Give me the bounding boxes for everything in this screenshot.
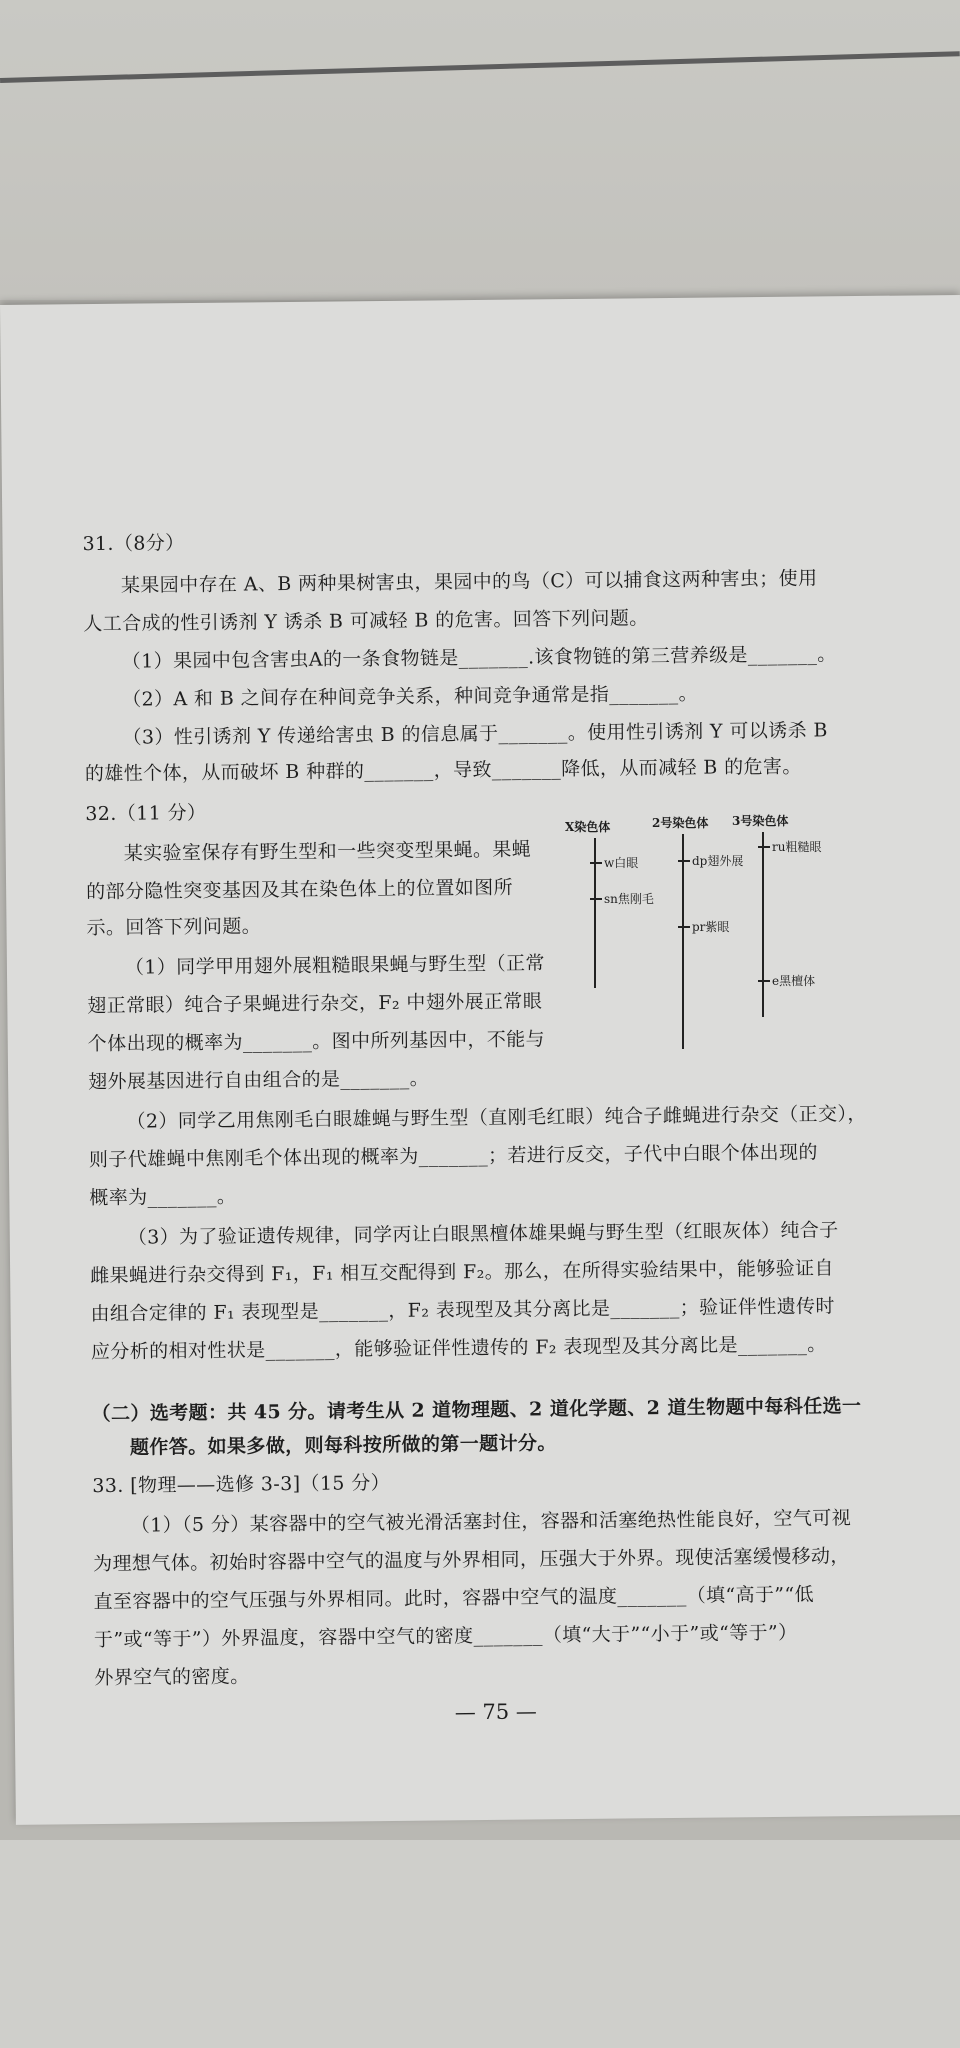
q31-sub-3a: （3）性引诱剂 Y 传递给害虫 B 的信息属于_______。使用性引诱剂 Y 可以诱杀 B [122,719,828,749]
q32-title: 32.（11 分） [85,801,207,826]
background-paper-top [0,0,960,300]
q32-sub-3d: 应分析的相对性状是_______，能够验证伴性遗传的 F₂ 表现型及其分离比是_______。 [90,1333,827,1364]
q32-para-2: 的部分隐性突变基因及其在染色体上的位置如图所 [86,876,514,904]
q31-title: 31.（8分） [82,532,185,556]
q32-sub-2c: 概率为_______。 [89,1185,237,1210]
gene-e-label: e黑檀体 [772,974,816,988]
gene-dp-label: dp翅外展 [692,854,744,868]
gene-w-label: w白眼 [604,856,639,870]
gene-tick-pr [678,926,690,928]
chr3-line [762,832,764,1017]
gene-tick-e [758,980,770,982]
x-chromosome-header: X染色体 [565,820,611,834]
exam-page [0,295,960,1825]
q32-sub-3a: （3）为了验证遗传规律，同学丙让白眼黑檀体雄果蝇与野生型（红眼灰体）纯合子 [127,1219,839,1249]
q31-sub-3b: 的雄性个体，从而破坏 B 种群的_______，导致_______降低，从而减轻 B 的危害。 [84,755,802,786]
q32-para-3: 示。回答下列问题。 [86,915,262,940]
q33-para-1: （1）（5 分）某容器中的空气被光滑活塞封住，容器和活塞绝热性能良好，空气可视 [130,1507,852,1537]
elective-line-2: 题作答。如果多做，则每科按所做的第一题计分。 [129,1432,557,1459]
q33-para-4: 于”或“等于”）外界温度，容器中空气的密度_______（填“大于”“小于”或“等于”） [93,1621,798,1652]
q31-sub-1: （1）果园中包含害虫A的一条食物链是_______.该食物链的第三营养级是_______。 [121,643,837,673]
q32-sub-3c: 由组合定律的 F₁ 表现型是_______，F₂ 表现型及其分离比是_______；验证伴性遗传时 [90,1295,835,1326]
chromosome-diagram [560,810,860,1050]
q32-sub-2b: 则子代雄蝇中焦刚毛个体出现的概率为_______；若进行反交，子代中白眼个体出现的 [88,1141,818,1172]
q32-sub-2a: （2）同学乙用焦刚毛白眼雄蝇与野生型（直刚毛红眼）纯合子雌蝇进行杂交（正交）， [126,1102,867,1133]
q33-para-5: 外界空气的密度。 [94,1665,250,1690]
gene-tick-ru [758,846,770,848]
q31-para-2: 人工合成的性引诱剂 Y 诱杀 B 可减轻 B 的危害。回答下列问题。 [83,607,649,636]
chr2-header: 2号染色体 [652,816,709,830]
gene-pr-label: pr紫眼 [692,920,730,934]
q33-title: 33. [物理——选修 3-3]（15 分） [92,1471,391,1498]
q32-sub-1a: （1）同学甲用翅外展粗糙眼果蝇与野生型（正常 [124,952,545,979]
gene-tick-sn [590,898,602,900]
gene-tick-w [590,862,602,864]
page-number: — 75 — [454,1699,537,1725]
background-paper-bottom [0,1840,960,2048]
x-chromosome-line [594,838,596,988]
elective-line-1: （二）选考题：共 45 分。请考生从 2 道物理题、2 道化学题、2 道生物题中每科任选一 [91,1395,862,1426]
q32-sub-1d: 翅外展基因进行自由组合的是_______。 [88,1067,430,1094]
q33-para-2: 为理想气体。初始时容器中空气的温度与外界相同，压强大于外界。现使活塞缓慢移动， [93,1545,850,1576]
q32-para-1: 某实验室保存有野生型和一些突变型果蝇。果蝇 [123,838,532,865]
q33-para-3: 直至容器中的空气压强与外界相同。此时，容器中空气的温度_______（填“高于”“低 [93,1583,815,1614]
q32-sub-1b: 翅正常眼）纯合子果蝇进行杂交，F₂ 中翅外展正常眼 [87,990,543,1018]
gene-ru-label: ru粗糙眼 [772,840,822,854]
chr3-header: 3号染色体 [732,814,789,828]
q31-sub-2: （2）A 和 B 之间存在种间竞争关系，种间竞争通常是指_______。 [122,682,699,711]
q32-sub-3b: 雌果蝇进行杂交得到 F₁，F₁ 相互交配得到 F₂。那么，在所得实验结果中，能够验证自 [90,1257,834,1288]
q31-para-1: 某果园中存在 A、B 两种果树害虫，果园中的鸟（C）可以捕食这两种害虫；使用 [120,567,818,597]
chr2-line [682,834,684,1049]
gene-sn-label: sn焦刚毛 [604,892,654,906]
q32-sub-1c: 个体出现的概率为_______。图中所列基因中，不能与 [87,1028,546,1056]
gene-tick-dp [678,860,690,862]
